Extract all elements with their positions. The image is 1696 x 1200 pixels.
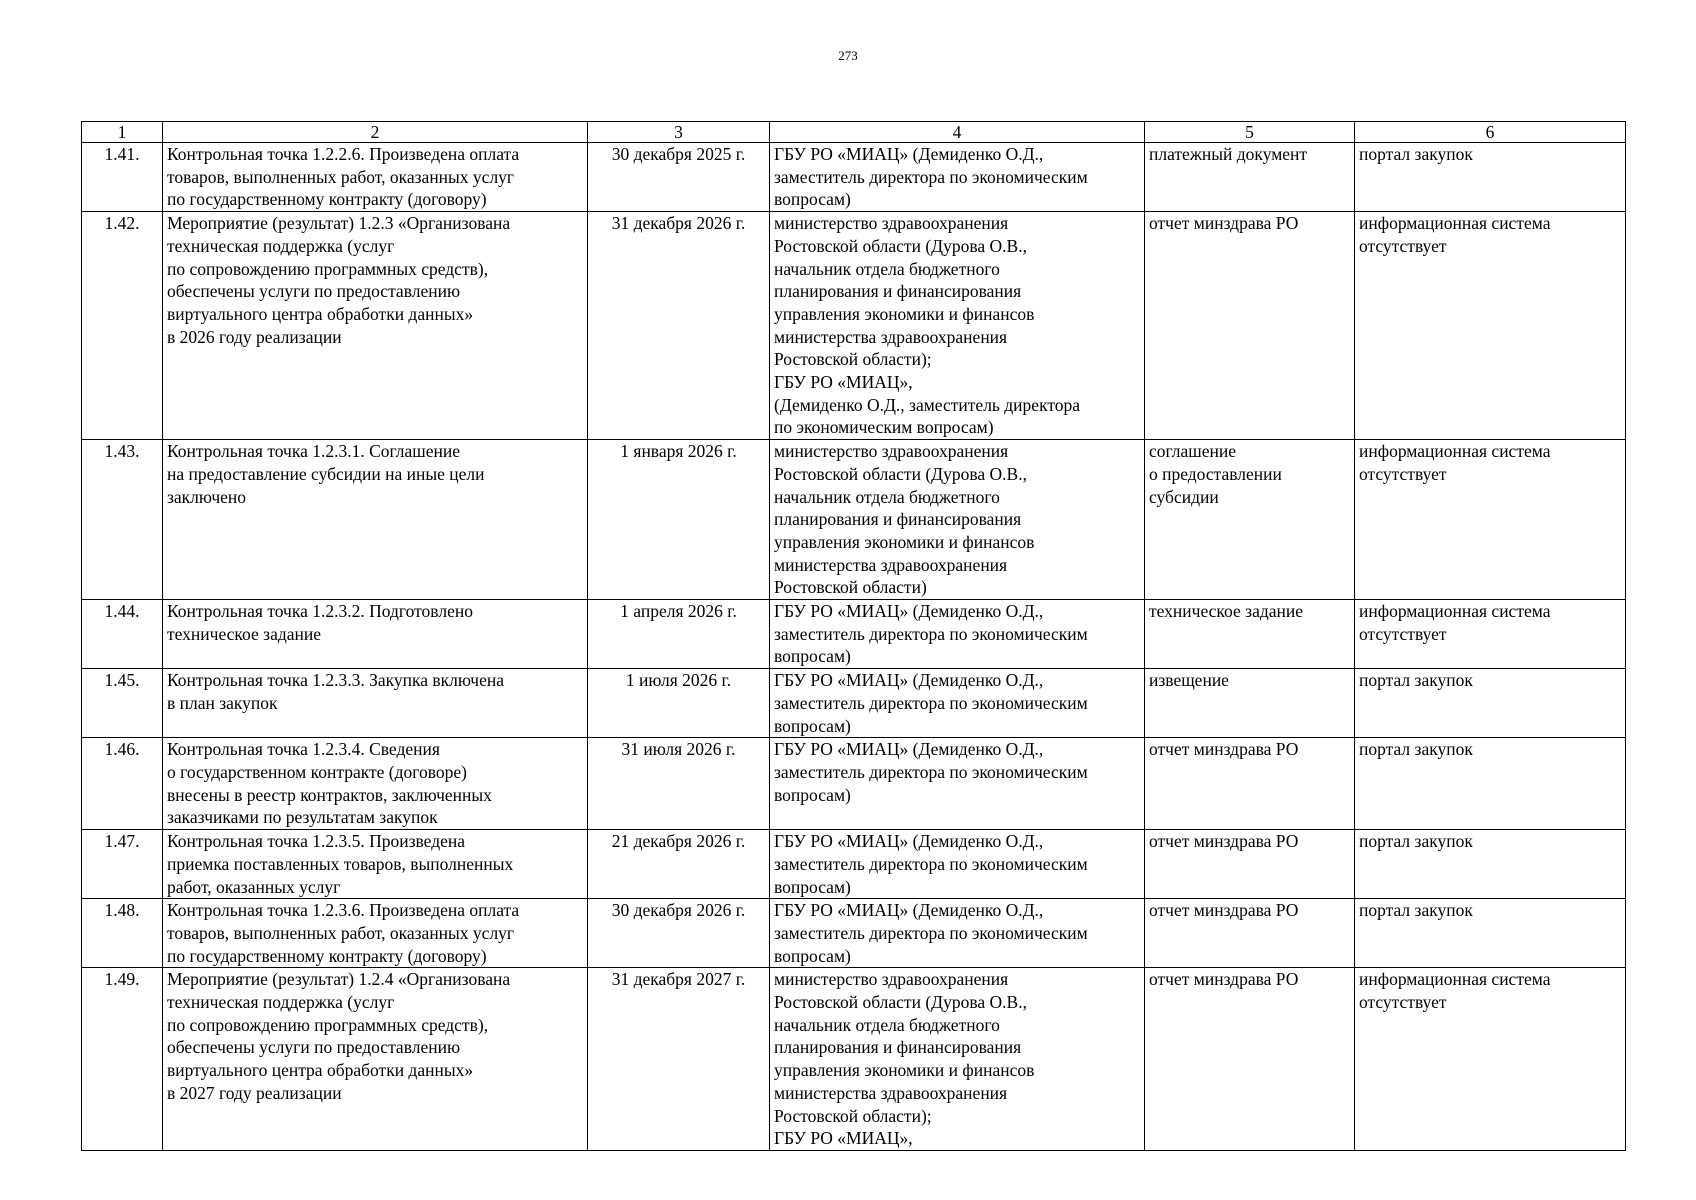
row-number-cell: 1.48. — [82, 899, 163, 968]
cell-line: заместитель директора по экономическим — [774, 853, 1088, 874]
description-cell — [163, 968, 588, 1151]
deadline-cell: 31 декабря 2027 г. — [588, 968, 770, 1151]
cell-line: ГБУ РО «МИАЦ» (Демиденко О.Д., — [774, 739, 1044, 760]
cell-line: министерства здравоохранения — [774, 326, 1008, 347]
information-system-cell — [1355, 899, 1626, 968]
cell-line: вопросам) — [774, 715, 851, 736]
deadline-cell: 1 апреля 2026 г. — [588, 600, 770, 669]
cell-line: информационная система — [1359, 601, 1551, 622]
cell-line: отчет минздрава РО — [1149, 213, 1299, 234]
cell-line: планирования и финансирования — [774, 281, 1022, 302]
column-header: 4 — [770, 122, 1145, 143]
cell-line: ГБУ РО «МИАЦ» (Демиденко О.Д., — [774, 900, 1044, 921]
cell-line: Ростовской области (Дурова О.В., — [774, 992, 1027, 1013]
deadline-cell: 1 июля 2026 г. — [588, 669, 770, 738]
cell-line: Контрольная точка 1.2.3.2. Подготовлено — [167, 601, 473, 622]
cell-line: виртуального центра обработки данных» — [167, 1060, 474, 1081]
cell-line: ГБУ РО «МИАЦ» (Демиденко О.Д., — [774, 831, 1044, 852]
row-number-cell: 1.44. — [82, 600, 163, 669]
row-number-cell: 1.49. — [82, 968, 163, 1151]
document-type-cell — [1145, 143, 1355, 212]
cell-line: техническая поддержка (услуг — [167, 992, 395, 1013]
information-system-cell — [1355, 600, 1626, 669]
cell-line: на предоставление субсидии на иные цели — [167, 463, 485, 484]
cell-line: отчет минздрава РО — [1149, 969, 1299, 990]
cell-line: вопросам) — [774, 876, 851, 897]
cell-line: заместитель директора по экономическим — [774, 922, 1088, 943]
cell-line: заключено — [167, 486, 247, 507]
document-type-cell — [1145, 968, 1355, 1151]
description-cell — [163, 738, 588, 830]
table-row — [82, 738, 1626, 830]
cell-line: начальник отдела бюджетного — [774, 486, 1000, 507]
cell-line: начальник отдела бюджетного — [774, 1014, 1000, 1035]
cell-line: информационная система — [1359, 213, 1551, 234]
table-body — [82, 143, 1626, 1151]
cell-line: планирования и финансирования — [774, 509, 1022, 530]
cell-line: вопросам) — [774, 945, 851, 966]
cell-line: по сопровождению программных средств), — [167, 258, 489, 279]
cell-line: министерства здравоохранения — [774, 1082, 1008, 1103]
cell-line: в план закупок — [167, 692, 278, 713]
cell-line: платежный документ — [1149, 144, 1308, 164]
description-cell — [163, 143, 588, 212]
cell-line: (Демиденко О.Д., заместитель директора — [774, 394, 1081, 415]
responsible-cell — [770, 600, 1145, 669]
cell-line: ГБУ РО «МИАЦ» (Демиденко О.Д., — [774, 670, 1044, 691]
cell-line: вопросам) — [774, 646, 851, 667]
cell-line: заказчиками по результатам закупок — [167, 807, 438, 828]
deadline-cell: 30 декабря 2025 г. — [588, 143, 770, 212]
table-row — [82, 440, 1626, 600]
description-cell — [163, 899, 588, 968]
column-header: 5 — [1145, 122, 1355, 143]
cell-line: ГБУ РО «МИАЦ», — [774, 372, 913, 393]
deadline-cell: 31 декабря 2026 г. — [588, 212, 770, 440]
cell-line: извещение — [1149, 670, 1229, 691]
information-system-cell — [1355, 212, 1626, 440]
cell-line: вопросам) — [774, 189, 851, 210]
cell-line: обеспечены услуги по предоставлению — [167, 281, 461, 302]
cell-line: министерство здравоохранения — [774, 213, 1009, 234]
information-system-cell — [1355, 738, 1626, 830]
table-row — [82, 669, 1626, 738]
row-number-cell: 1.47. — [82, 830, 163, 899]
responsible-cell — [770, 899, 1145, 968]
cell-line: портал закупок — [1359, 900, 1473, 921]
row-number-cell: 1.43. — [82, 440, 163, 600]
cell-line: работ, оказанных услуг — [167, 876, 341, 897]
description-cell — [163, 440, 588, 600]
table-row — [82, 968, 1626, 1151]
cell-line: техническое задание — [1149, 601, 1304, 622]
cell-line: планирования и финансирования — [774, 1037, 1022, 1058]
document-type-cell — [1145, 899, 1355, 968]
cell-line: Контрольная точка 1.2.3.4. Сведения — [167, 739, 440, 760]
document-type-cell — [1145, 830, 1355, 899]
responsible-cell — [770, 440, 1145, 600]
description-cell — [163, 669, 588, 738]
cell-line: по сопровождению программных средств), — [167, 1014, 489, 1035]
cell-line: субсидии — [1149, 486, 1219, 507]
responsible-cell — [770, 143, 1145, 212]
cell-line: министерство здравоохранения — [774, 969, 1009, 990]
cell-line: Мероприятие (результат) 1.2.3 «Организована — [167, 213, 511, 234]
responsible-cell — [770, 738, 1145, 830]
deadline-cell: 1 января 2026 г. — [588, 440, 770, 600]
control-points-table — [81, 121, 1626, 1151]
cell-line: отсутствует — [1359, 623, 1447, 644]
cell-line: Контрольная точка 1.2.3.3. Закупка включена — [167, 670, 504, 691]
cell-line: в 2026 году реализации — [167, 326, 342, 347]
cell-line: внесены в реестр контрактов, заключенных — [167, 784, 492, 805]
cell-line: заместитель директора по экономическим — [774, 166, 1088, 187]
column-header: 1 — [82, 122, 163, 143]
cell-line: вопросам) — [774, 784, 851, 805]
cell-line: ГБУ РО «МИАЦ», — [774, 1128, 913, 1149]
cell-line: управления экономики и финансов — [774, 303, 1035, 324]
document-type-cell — [1145, 738, 1355, 830]
cell-line: отсутствует — [1359, 992, 1447, 1013]
cell-line: министерства здравоохранения — [774, 554, 1008, 575]
page-number: 273 — [838, 48, 858, 63]
responsible-cell — [770, 968, 1145, 1151]
cell-line: отчет минздрава РО — [1149, 900, 1299, 921]
cell-line: портал закупок — [1359, 144, 1473, 164]
column-header: 6 — [1355, 122, 1626, 143]
cell-line: Ростовской области (Дурова О.В., — [774, 235, 1027, 256]
cell-line: товаров, выполненных работ, оказанных услуг — [167, 166, 515, 187]
deadline-cell: 30 декабря 2026 г. — [588, 899, 770, 968]
cell-line: портал закупок — [1359, 670, 1473, 691]
cell-line: портал закупок — [1359, 831, 1473, 852]
cell-line: приемка поставленных товаров, выполненных — [167, 853, 514, 874]
header-row — [82, 122, 1626, 143]
document-type-cell — [1145, 440, 1355, 600]
row-number-cell: 1.45. — [82, 669, 163, 738]
description-cell — [163, 212, 588, 440]
cell-line: по государственному контракту (договору) — [167, 945, 487, 966]
cell-line: ГБУ РО «МИАЦ» (Демиденко О.Д., — [774, 144, 1044, 164]
cell-line: о предоставлении — [1149, 463, 1282, 484]
cell-line: Ростовской области) — [774, 577, 927, 598]
cell-line: заместитель директора по экономическим — [774, 623, 1088, 644]
cell-line: Контрольная точка 1.2.2.6. Произведена оплата — [167, 144, 520, 164]
cell-line: по экономическим вопросам) — [774, 417, 994, 438]
cell-line: по государственному контракту (договору) — [167, 189, 487, 210]
responsible-cell — [770, 669, 1145, 738]
cell-line: виртуального центра обработки данных» — [167, 303, 474, 324]
cell-line: управления экономики и финансов — [774, 531, 1035, 552]
row-number-cell: 1.41. — [82, 143, 163, 212]
cell-line: соглашение — [1149, 441, 1237, 462]
cell-line: ГБУ РО «МИАЦ» (Демиденко О.Д., — [774, 601, 1044, 622]
cell-line: Мероприятие (результат) 1.2.4 «Организована — [167, 969, 511, 990]
cell-line: отчет минздрава РО — [1149, 831, 1299, 852]
row-number-cell: 1.42. — [82, 212, 163, 440]
cell-line: Ростовской области); — [774, 349, 932, 370]
table-row — [82, 899, 1626, 968]
column-header: 2 — [163, 122, 588, 143]
table-row — [82, 830, 1626, 899]
cell-line: заместитель директора по экономическим — [774, 692, 1088, 713]
deadline-cell: 31 июля 2026 г. — [588, 738, 770, 830]
responsible-cell — [770, 212, 1145, 440]
cell-line: обеспечены услуги по предоставлению — [167, 1037, 461, 1058]
cell-line: отчет минздрава РО — [1149, 739, 1299, 760]
cell-line: управления экономики и финансов — [774, 1060, 1035, 1081]
table-row — [82, 212, 1626, 440]
information-system-cell — [1355, 440, 1626, 600]
cell-line: начальник отдела бюджетного — [774, 258, 1000, 279]
cell-line: техническое задание — [167, 623, 322, 644]
responsible-cell — [770, 830, 1145, 899]
cell-line: министерство здравоохранения — [774, 441, 1009, 462]
row-number-cell: 1.46. — [82, 738, 163, 830]
cell-line: техническая поддержка (услуг — [167, 235, 395, 256]
document-type-cell — [1145, 212, 1355, 440]
table-row — [82, 600, 1626, 669]
information-system-cell — [1355, 143, 1626, 212]
document-type-cell — [1145, 600, 1355, 669]
cell-line: Ростовской области (Дурова О.В., — [774, 463, 1027, 484]
cell-line: в 2027 году реализации — [167, 1082, 342, 1103]
cell-line: заместитель директора по экономическим — [774, 761, 1088, 782]
cell-line: Контрольная точка 1.2.3.1. Соглашение — [167, 441, 461, 462]
information-system-cell — [1355, 830, 1626, 899]
description-cell — [163, 600, 588, 669]
information-system-cell — [1355, 968, 1626, 1151]
column-header: 3 — [588, 122, 770, 143]
cell-line: Ростовской области); — [774, 1105, 932, 1126]
information-system-cell — [1355, 669, 1626, 738]
cell-line: товаров, выполненных работ, оказанных услуг — [167, 922, 515, 943]
cell-line: о государственном контракте (договоре) — [167, 761, 467, 782]
cell-line: информационная система — [1359, 969, 1551, 990]
cell-line: отсутствует — [1359, 235, 1447, 256]
cell-line: портал закупок — [1359, 739, 1473, 760]
table-row — [82, 143, 1626, 212]
document-type-cell — [1145, 669, 1355, 738]
description-cell — [163, 830, 588, 899]
cell-line: Контрольная точка 1.2.3.6. Произведена оплата — [167, 900, 520, 921]
deadline-cell: 21 декабря 2026 г. — [588, 830, 770, 899]
cell-line: информационная система — [1359, 441, 1551, 462]
cell-line: отсутствует — [1359, 463, 1447, 484]
cell-line: Контрольная точка 1.2.3.5. Произведена — [167, 831, 466, 852]
